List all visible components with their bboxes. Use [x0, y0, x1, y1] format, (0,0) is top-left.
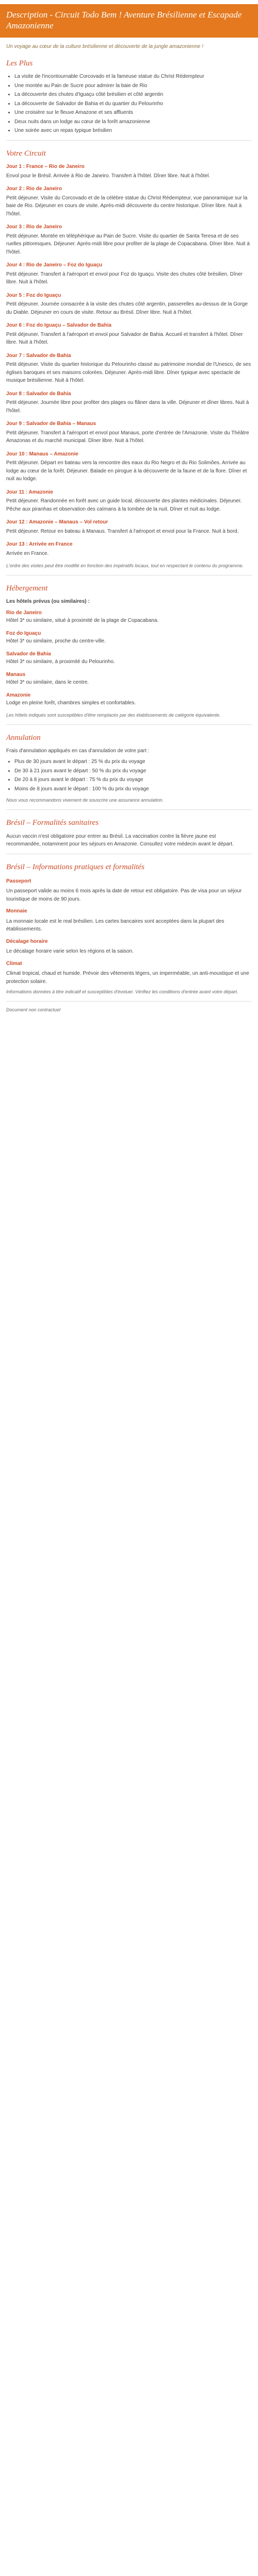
day-item	[6, 261, 252, 286]
day-title: Jour 4 : Rio de Janeiro – Foz do Iguaçu	[6, 262, 103, 268]
day-text: Petit déjeuner. Journée libre pour profiter des plages ou flâner dans la ville. Déjeuner et dîner libres. Nuit à l'hôtel.	[6, 400, 249, 414]
day-item	[6, 223, 252, 256]
monnaie-text: La monnaie locale est le real brésilien. Les cartes bancaires sont acceptées dans la plupart des établissements.	[6, 918, 224, 933]
day-text: Petit déjeuner. Retour en bateau à Manaus. Transfert à l'aéroport et envol pour la France. Nuit à bord.	[6, 528, 239, 534]
hebergement-note: Les hôtels indiqués sont susceptibles d'être remplacés par des établissements de catégorie équivalente.	[6, 712, 221, 718]
annulation-section	[6, 732, 252, 805]
annulation-item: • De 20 à 8 jours avant le départ : 75 % du prix du voyage	[14, 776, 252, 784]
infos-pratiques-section	[6, 861, 252, 996]
hotel-item	[6, 609, 252, 625]
hotel-item	[6, 630, 252, 646]
day-title: Jour 11 : Amazonie	[6, 489, 53, 495]
hotel-item	[6, 691, 252, 707]
day-title: Jour 7 : Salvador de Bahia	[6, 352, 71, 359]
day-text: Petit déjeuner. Montée en téléphérique au Pain de Sucre. Visite du quartier de Santa Teresa et de ses ruelles pittoresques. Déjeuner. Après-midi libre pour profiter de la plage de Copacabana. Dîner libre. Nuit à l'hôtel.	[6, 233, 250, 255]
infos-pratiques-note: Informations données à titre indicatif et susceptibles d'évoluer. Vérifiez les conditions d'entrée avant votre départ.	[6, 989, 238, 995]
hebergement-intro: Les hôtels prévus (ou similaires) :	[6, 599, 90, 605]
day-title: Jour 5 : Foz do Iguaçu	[6, 292, 61, 298]
les-plus-title: Les Plus	[6, 59, 33, 67]
annulation-item: • De 30 à 21 jours avant le départ : 50 % du prix du voyage	[14, 767, 252, 775]
day-item	[6, 321, 252, 347]
day-title: Jour 10 : Manaus – Amazonie	[6, 451, 78, 457]
hotel-item	[6, 650, 252, 666]
day-item	[6, 488, 252, 514]
day-text: Petit déjeuner. Transfert à l'aéroport et envol pour Foz do Iguaçu. Visite des chutes côté brésilien. Dîner libre. Nuit à l'hôtel.	[6, 271, 243, 285]
page	[0, 0, 258, 1027]
page-subtitle: Un voyage au cœur de la culture brésilienne et découverte de la jungle amazonienne !	[6, 43, 203, 49]
day-item	[6, 390, 252, 415]
day-text: Petit déjeuner. Journée consacrée à la visite des chutes côté argentin, passerelles au-dessus de la Gorge du Diable. Déjeuner en cours de visite. Retour au Brésil. Dîner libre. Nuit à l'hôtel.	[6, 301, 248, 315]
les-plus-item: • La découverte de Salvador de Bahia et du quartier du Pelourinho	[14, 100, 252, 108]
annulation-title: Annulation	[6, 733, 41, 742]
circuit-note: L'ordre des visites peut être modifié en fonction des impératifs locaux, tout en respectant le contenu du programme.	[6, 563, 244, 568]
les-plus-item: • Deux nuits dans un lodge au cœur de la forêt amazonienne	[14, 118, 252, 126]
monnaie-title: Monnaie	[6, 908, 27, 914]
divider	[6, 809, 252, 810]
day-text: Envol pour le Brésil. Arrivée à Rio de Janeiro. Transfert à l'hôtel. Dîner libre. Nuit à l'hôtel.	[6, 173, 211, 179]
hotel-name: Salvador de Bahia	[6, 651, 51, 657]
decalage-text: Le décalage horaire varie selon les régions et la saison.	[6, 948, 134, 955]
hotel-text: Hôtel 3* ou similaire, proche du centre-ville.	[6, 638, 106, 645]
hebergement-title: Hébergement	[6, 584, 48, 592]
day-title: Jour 3 : Rio de Janeiro	[6, 224, 62, 230]
les-plus-item: • Une croisière sur le fleuve Amazone et ses affluents	[14, 109, 252, 117]
hotel-text: Lodge en pleine forêt, chambres simples et confortables.	[6, 700, 136, 706]
day-title: Jour 12 : Amazonie – Manaus – Vol retour	[6, 519, 108, 525]
decalage-title: Décalage horaire	[6, 938, 48, 944]
hebergement-section	[6, 583, 252, 719]
day-item	[6, 163, 252, 180]
climat-text: Climat tropical, chaud et humide. Prévoir des vêtements légers, un imperméable, un anti-moustique et une protection solaire.	[6, 971, 249, 985]
climat-title: Climat	[6, 960, 22, 967]
les-plus-item: • La visite de l'incontournable Corcovado et la fameuse statue du Christ Rédempteur	[14, 73, 252, 81]
divider	[6, 140, 252, 141]
title-banner	[0, 4, 258, 38]
day-title: Jour 2 : Rio de Janeiro	[6, 186, 62, 192]
page-title: Description - Circuit Todo Bem ! Aventure Brésilienne et Escapade Amazonienne	[6, 10, 242, 31]
annulation-item: • Moins de 8 jours avant le départ : 100 % du prix du voyage	[14, 785, 252, 793]
formalites-sanitaires-title: Brésil – Formalités sanitaires	[6, 819, 99, 827]
day-text: Petit déjeuner. Transfert à l'aéroport et envol pour Manaus, porte d'entrée de l'Amazonie. Visite du Théâtre Amazonas et du marché municipal. Dîner libre. Nuit à l'hôtel.	[6, 430, 249, 444]
les-plus-item: • La découverte des chutes d'Iguaçu côté brésilien et côté argentin	[14, 91, 252, 99]
day-text: Petit déjeuner. Randonnée en forêt avec un guide local, découverte des plantes médicinales. Déjeuner. Pêche aux piranhas et observation des caïmans à la tombée de la nuit. Dîner et nuit au lodge.	[6, 498, 242, 512]
day-item	[6, 292, 252, 317]
hotel-text: Hôtel 3* ou similaire, à proximité du Pelourinho.	[6, 659, 115, 665]
day-item	[6, 540, 252, 557]
annulation-note: Nous vous recommandons vivement de souscrire une assurance annulation.	[6, 798, 164, 803]
hotel-name: Amazonie	[6, 692, 31, 698]
infos-pratiques-title: Brésil – Informations pratiques et formalités	[6, 862, 144, 871]
hotel-text: Hôtel 3* ou similaire, situé à proximité de la plage de Copacabana.	[6, 618, 159, 624]
day-text: Arrivée en France.	[6, 550, 49, 556]
divider	[6, 724, 252, 725]
day-title: Jour 8 : Salvador de Bahia	[6, 391, 71, 397]
annulation-list	[6, 758, 252, 793]
day-title: Jour 1 : France – Rio de Janeiro	[6, 164, 85, 170]
formalites-sanitaires-section	[6, 817, 252, 848]
passeport-text: Un passeport valide au moins 6 mois après la date de retour est obligatoire. Pas de visa pour un séjour touristique de moins de 90 jours.	[6, 888, 242, 902]
hotel-name: Rio de Janeiro	[6, 609, 42, 616]
day-item	[6, 450, 252, 483]
day-text: Petit déjeuner. Visite du quartier historique du Pelourinho classé au patrimoine mondial de l'Unesco, de ses églises baroques et ses maisons colorées. Déjeuner. Après-midi libre. Dîner typique avec spectacle de musique brésilienne. Nuit à l'hôtel.	[6, 362, 251, 383]
annulation-item: • Plus de 30 jours avant le départ : 25 % du prix du voyage	[14, 758, 252, 766]
hotel-text: Hôtel 3* ou similaire, dans le centre.	[6, 680, 89, 686]
les-plus-list	[6, 73, 252, 135]
votre-circuit-section	[6, 148, 252, 570]
day-title: Jour 6 : Foz do Iguaçu – Salvador de Bahia	[6, 323, 111, 328]
day-item	[6, 518, 252, 535]
day-item	[6, 352, 252, 385]
day-text: Petit déjeuner. Transfert à l'aéroport et envol pour Salvador de Bahia. Accueil et transfert à l'hôtel. Dîner libre. Nuit à l'hôtel.	[6, 331, 243, 345]
votre-circuit-title: Votre Circuit	[6, 149, 46, 158]
day-text: Petit déjeuner. Visite du Corcovado et de la célèbre statue du Christ Rédempteur, vue panoramique sur la baie de Rio. Déjeuner en cours de visite. Après-midi découverte du centre historique. Dîner libre. Nuit à l'hôtel.	[6, 195, 248, 217]
day-title: Jour 13 : Arrivée en France	[6, 541, 73, 547]
day-item	[6, 185, 252, 218]
day-text: Petit déjeuner. Départ en bateau vers la rencontre des eaux du Rio Negro et du Rio Solimões. Arrivée au lodge au cœur de la forêt. Déjeuner. Balade en pirogue à la découverte de la faune et de la flore. Dîner et nuit au lodge.	[6, 460, 247, 482]
divider	[6, 1001, 252, 1002]
footer-text: Document non contractuel	[6, 1007, 61, 1013]
day-title: Jour 9 : Salvador de Bahia – Manaus	[6, 421, 96, 427]
passeport-title: Passeport	[6, 878, 31, 884]
les-plus-section	[6, 58, 252, 135]
les-plus-item: • Une montée au Pain de Sucre pour admirer la baie de Rio	[14, 82, 252, 90]
day-item	[6, 420, 252, 445]
annulation-intro: Frais d'annulation appliqués en cas d'annulation de votre part :	[6, 748, 150, 754]
hotel-name: Foz do Iguaçu	[6, 630, 41, 636]
les-plus-item: • Une soirée avec un repas typique brésilien	[14, 127, 252, 135]
hotel-name: Manaus	[6, 671, 26, 677]
formalites-sanitaires-text: Aucun vaccin n'est obligatoire pour entrer au Brésil. La vaccination contre la fièvre jaune est recommandée, notamment pour les séjours en Amazonie. Consultez votre médecin avant le départ.	[6, 833, 234, 848]
hotel-item	[6, 671, 252, 687]
